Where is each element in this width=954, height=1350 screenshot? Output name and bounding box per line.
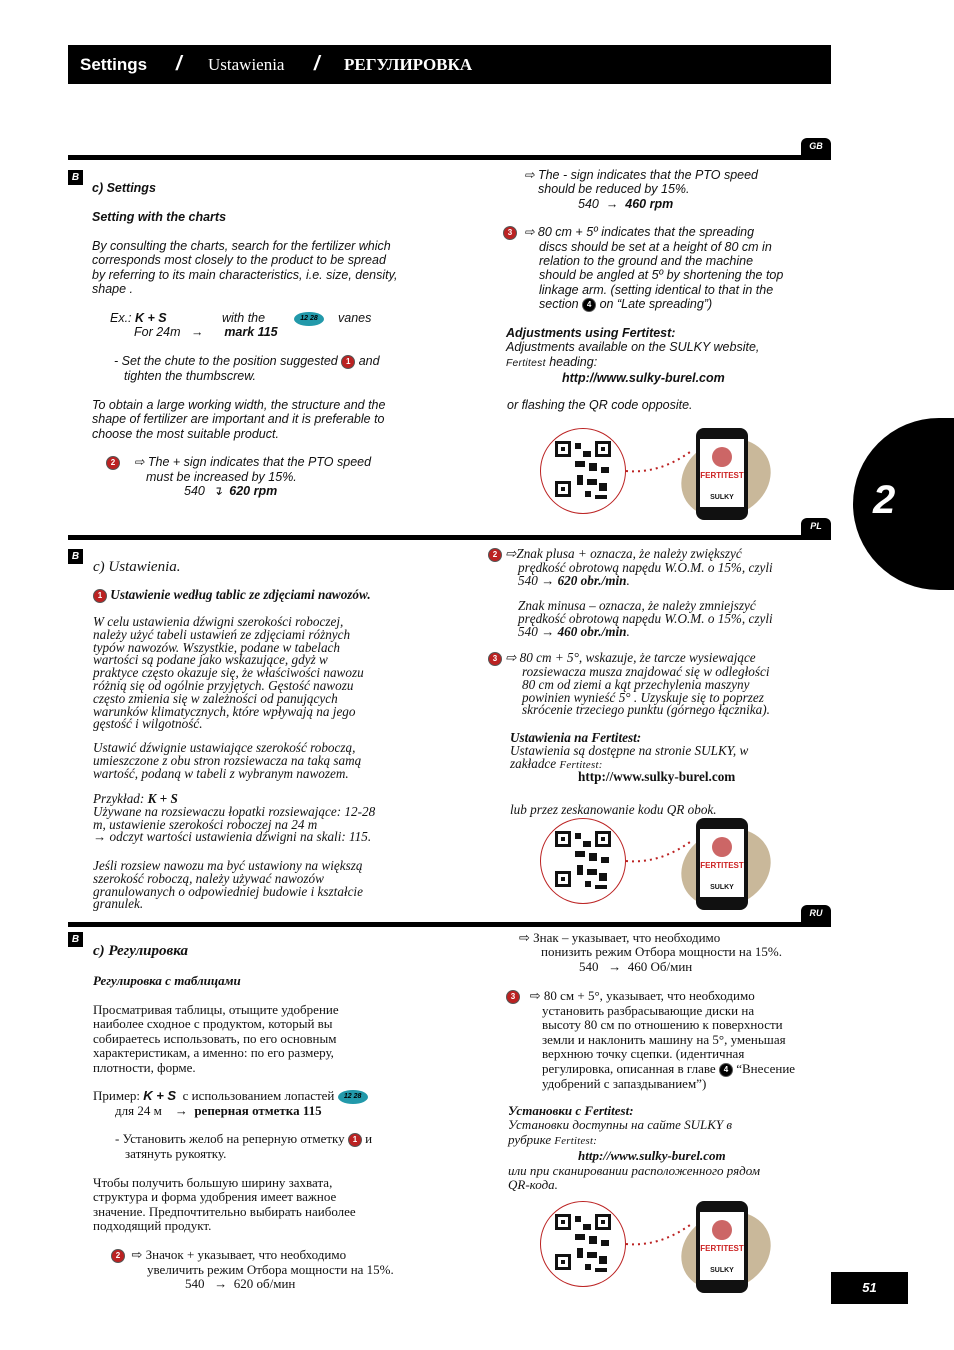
ru-plus-note: 2 ⇨ Значок + указывает, что необходимо увеличить режим Отбора мощности на 15%. 540 → 620 об/мин [111, 1248, 441, 1292]
badge-2-icon: 2 [488, 548, 502, 562]
phone-icon: FERTITEST SULKY [696, 818, 748, 910]
phone-icon: FERTITEST SULKY [696, 428, 748, 520]
gb-plus-note: 2 ⇨ The + sign indicates that the PTO speed must be increased by 15%. 540 ↴ 620 rpm [106, 455, 436, 498]
ru-paragraph-1: Просматривая таблицы, отыщите удобрение наиболее сходное с продуктом, который вы собираетесь использовать, по его основным характеристикам, а именно: по его размеру, плотности, форме. [93, 1002, 339, 1075]
page-header [68, 45, 831, 84]
pl-qr-text: lub przez zeskanowanie kodu QR obok. [510, 802, 717, 817]
header-slash: / [176, 53, 182, 75]
badge-4-icon: 4 [582, 298, 596, 312]
ru-minus-note: ⇨ Знак – указывает, что необходимо понизить режим Отбора мощности на 15%. 540 → 460 Об/мин [519, 930, 782, 974]
pl-minus-note: Znak minusa – oznacza, że należy zmniejszyć prędkość obrotową napędu W.O.M. o 15%, czyli 540 → 460 obr./min. [518, 598, 773, 639]
section-letter-badge: B [68, 932, 83, 947]
gb-vanes: vanes [338, 311, 372, 325]
qr-phone-graphic [540, 818, 768, 913]
gb-cm-note: 3 ⇨ 80 cm + 5º indicates that the spreading discs should be set at a height of 80 cm in relation to the ground and the machine should be angled at 5º by shortening the top linkage arm. (setting identical to that in the section 4 on “Late spreading”) [503, 225, 823, 312]
header-title-pl: Ustawienia [208, 55, 285, 74]
page-number: 51 [831, 1272, 908, 1304]
ru-paragraph-2: Чтобы получить большую ширину захвата, структура и форма удобрения имеет важное значение. Предпочтительно выбирать наиболее подходящий продукт. [93, 1175, 356, 1234]
pl-cm-note: 3 ⇨ 80 cm + 5°, wskazuje, że tarcze wysiewające rozsiewacza musza znajdować się w odległości 80 cm od ziemi a kąt przechylenia maszyny powinien wynieść 5° . Uzyskuje się to poprzez skrócenie trzeciego punktu (górnego łącznika). [488, 652, 828, 717]
gb-url-link[interactable]: http://www.sulky-burel.com [562, 370, 725, 385]
gb-fertitest: Adjustments using Fertitest: Adjustments available on the SULKY website, Fertitest heading: http://www.sulky-burel.com [506, 326, 826, 385]
qr-phone-graphic [540, 428, 768, 523]
pl-plus-note: 2 ⇨Znak plusa + oznacza, że należy zwiększyć prędkość obrotową napędu W.O.M. o 15%, czyli 540 → 620 obr./min. [488, 548, 828, 588]
badge-3-icon: 3 [488, 652, 502, 666]
badge-1-icon: 1 [348, 1133, 362, 1147]
pl-heading: c) Ustawienia. [93, 559, 181, 575]
badge-1-icon: 1 [341, 355, 355, 369]
ru-heading: c) Регулировка [93, 943, 188, 959]
pl-fertitest: Ustawienia na Fertitest: Ustawienia są dostępne na stronie SULKY, w zakładce Fertitest: http://www.sulky-burel.com [510, 732, 830, 784]
pl-subheading: 1 Ustawienie według tablic ze zdjęciami nawozów. [93, 589, 371, 603]
gb-qr-text: or flashing the QR code opposite. [507, 398, 693, 412]
badge-3-icon: 3 [503, 226, 517, 240]
badge-3-icon: 3 [506, 990, 520, 1004]
qr-code-icon [540, 1201, 626, 1287]
section-divider [68, 922, 831, 927]
gb-subheading: Setting with the charts [92, 210, 227, 224]
pl-example: Przykład: K + S Używane na rozsiewaczu łopatki rozsiewające: 12-28 m, ustawienie szerokości roboczej na 24 m → odczyt wartości ustawienia dźwigni na skali: 115. [93, 791, 376, 845]
gb-with-the: with the [222, 311, 266, 325]
gb-chute: - Set the chute to the position suggested 1 and tighten the thumbscrew. [114, 354, 380, 383]
badge-2-icon: 2 [106, 456, 120, 470]
gb-heading: c) Settings [92, 181, 156, 195]
lang-tag-ru: RU [801, 905, 831, 922]
vanes-badge-icon: 12 28 [294, 312, 324, 326]
badge-2-icon: 2 [111, 1249, 125, 1263]
qr-code-icon [540, 818, 626, 904]
header-title-ru: РЕГУЛИРОВКА [344, 55, 473, 74]
ru-fertitest: Установки с Fertitest: Установки доступны на сайте SULKY в рубрике Fertitest: http://www.sulky-burel.com или при сканировании расположенного рядом QR-кода. [508, 1104, 828, 1192]
vanes-badge-icon: 12 28 [338, 1090, 368, 1104]
ru-url-link[interactable]: http://www.sulky-burel.com [578, 1148, 726, 1164]
ru-subheading: Регулировка с таблицами [93, 973, 241, 988]
section-divider [68, 155, 831, 160]
pl-paragraph-2: Ustawić dźwignie ustawiające szerokość roboczą, umieszczone z obu stron rozsiewacza na taką samą wartość, podaną w tabeli z wybranym nawozem. [93, 740, 362, 781]
section-divider [68, 535, 831, 540]
lang-tag-pl: PL [801, 518, 831, 535]
phone-icon: FERTITEST SULKY [696, 1201, 748, 1293]
ru-example: Пример: K + S с использованием лопастей 12 28 [93, 1089, 433, 1104]
qr-code-icon [540, 428, 626, 514]
ru-for24: для 24 м → реперная отметка 115 [115, 1103, 322, 1118]
pl-paragraph-1: W celu ustawienia dźwigni szerokości roboczej, należy użyć tabeli ustawień ze zdjęciami różnych typów nawozów. Wszystkie, podane w tabelach wartości są podane jako wskazujące, gdyż w praktyce często okazuje się, że właściwości nawozu różnią się od ogólnie przyjętych. Gęstość nawozu często zmienia się w zależności od panujących warunków klimatycznych, które wpływają na jego gęstość i wilgotność. [93, 614, 364, 732]
gb-minus-note: ⇨ The - sign indicates that the PTO speed should be reduced by 15%. 540 → 460 rpm [524, 168, 759, 211]
section-letter-badge: B [68, 549, 83, 564]
badge-1-icon: 1 [93, 589, 107, 603]
pl-url-link[interactable]: http://www.sulky-burel.com [578, 769, 736, 785]
chapter-number: 2 [873, 478, 896, 522]
header-title-gb: Settings [80, 55, 148, 74]
chapter-tab [853, 418, 954, 590]
ru-chute: - Установить желоб на реперную отметку 1 и затянуть рукоятку. [115, 1131, 373, 1162]
gb-paragraph-2: To obtain a large working width, the structure and the shape of fertilizer are important and it is preferable to choose the most suitable product. [92, 398, 386, 441]
gb-paragraph-1: By consulting the charts, search for the fertilizer which corresponds most closely to the product to be spread by referring to its main characteristics, i.e. size, density, shape . [92, 239, 398, 296]
section-letter-badge: B [68, 170, 83, 185]
badge-4-icon: 4 [719, 1063, 733, 1077]
lang-tag-gb: GB [801, 138, 831, 155]
header-slash: / [314, 53, 320, 75]
ru-cm-note: 3 ⇨ 80 см + 5°, указывает, что необходимо установить разбрасывающие диски на высоту 80 см по отношению к поверхности земли и наклонить машину на 5°, уменьшая верхнюю точку сцепки. (идентичная регулировка, описанная в главе 4 “Внесение удобрений с запаздыванием”) [506, 989, 826, 1091]
qr-phone-graphic [540, 1201, 768, 1296]
gb-for24: For 24m → mark 115 [134, 325, 278, 339]
gb-example: Ex.: K + S [110, 311, 167, 325]
pl-paragraph-4: Jeśli rozsiew nawozu ma być ustawiony na większą szerokość roboczą, należy używać nawozów granulowanych o odpowiedniej budowie i kształcie granulek. [93, 858, 363, 912]
